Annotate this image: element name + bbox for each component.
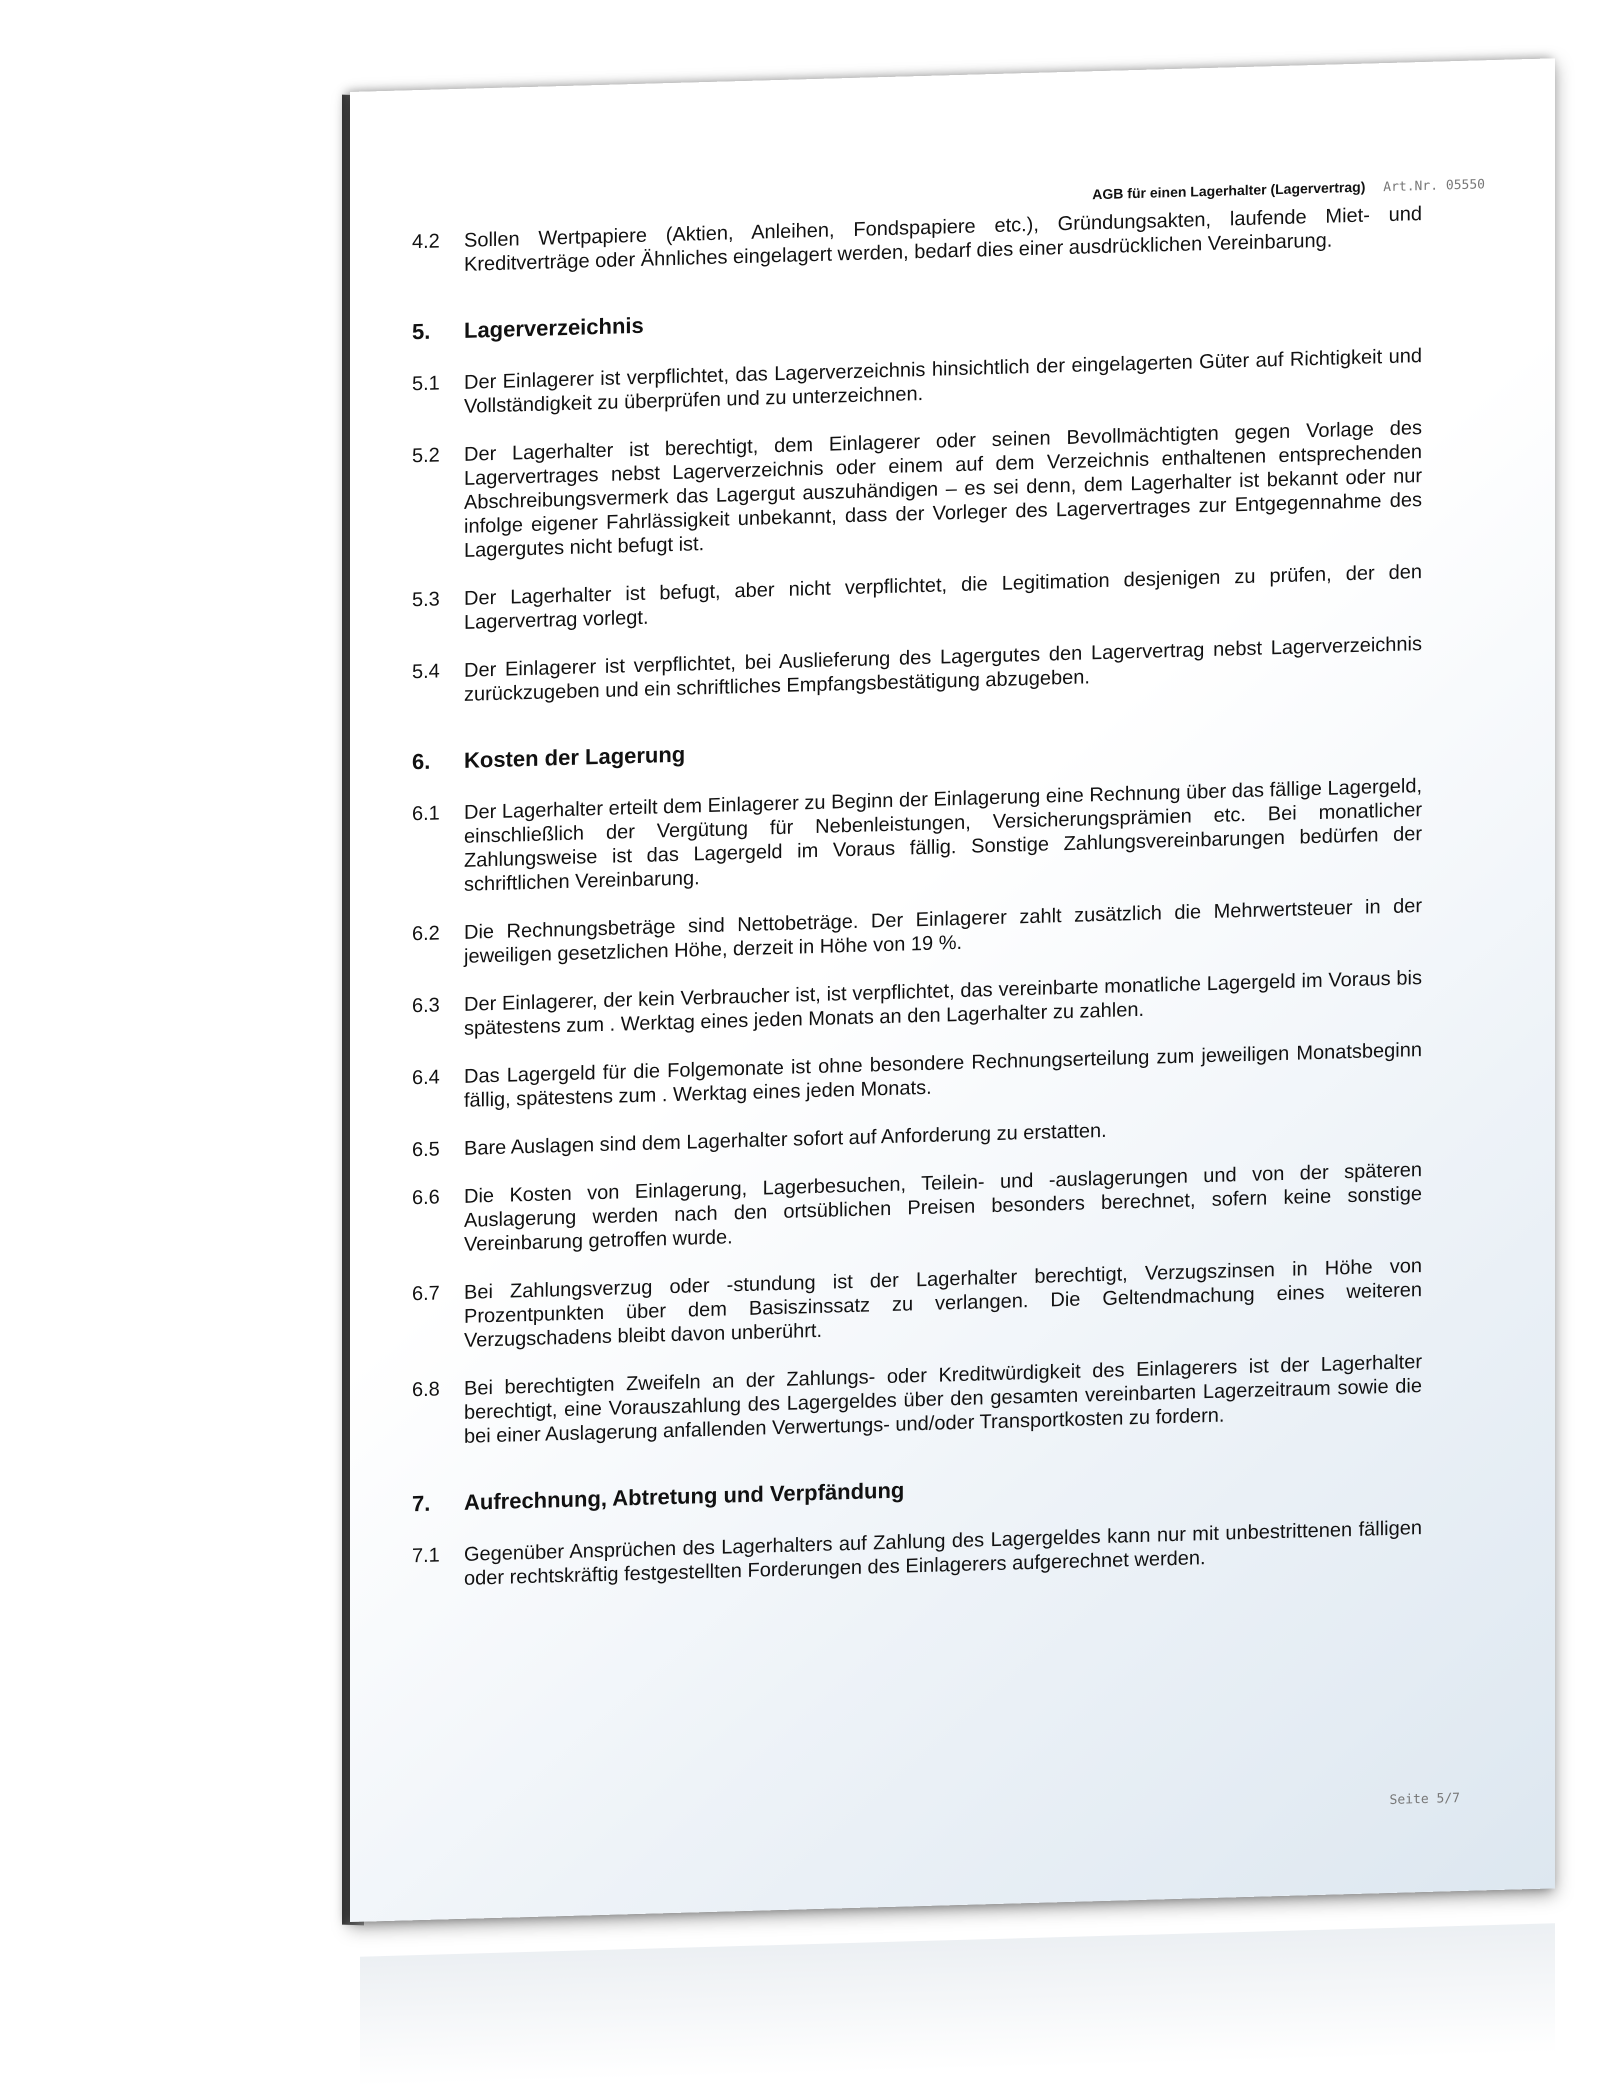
clause-text: Sollen Wertpapiere (Aktien, Anleihen, Fondspapiere etc.), Gründungsakten, laufende Miet- und Kreditverträge oder Ähnliches eingelagert werden, bedarf dies einer ausdrücklichen Vereinbarung. — [464, 203, 1422, 276]
clause — [412, 560, 1422, 636]
clause-number: 5.3 — [412, 588, 440, 612]
clause-number: 6.5 — [412, 1138, 440, 1162]
clause — [412, 894, 1422, 970]
clause-number: 6.1 — [412, 802, 440, 826]
clause-text: Der Lagerhalter ist befugt, aber nicht verpflichtet, die Legitimation desjenigen zu prüfen, der den Lagervertrag vorlegt. — [464, 561, 1422, 634]
clause — [412, 1516, 1422, 1592]
clause — [412, 1350, 1422, 1450]
clause-number: 4.2 — [412, 230, 440, 254]
clause — [412, 966, 1422, 1042]
document-page — [350, 58, 1555, 1922]
clause-text: Bei Zahlungsverzug oder -stundung ist der Lagerhalter berechtigt, Verzugszinsen in Höhe von Prozentpunkten über dem Basiszinssatz zu verlangen. Die Geltendmachung eines weiteren Verzugschadens bleibt davon unberührt. — [464, 1255, 1422, 1352]
clause — [412, 344, 1422, 420]
clause-text: Die Kosten von Einlagerung, Lagerbesuchen, Teilein- und -auslagerungen und von der späteren Auslagerung werden nach den ortsüblichen Preisen besonders berechnet, sofern keine sonstige Vereinbarung getroffen wurde. — [464, 1159, 1422, 1256]
clause-text: Der Einlagerer ist verpflichtet, bei Auslieferung des Lagergutes den Lagervertrag nebst Lagerverzeichnis zurückzugeben und ein schriftliches Empfangsbestätigung abzugeben. — [464, 633, 1422, 706]
clause — [412, 1254, 1422, 1354]
section-number: 5. — [412, 318, 431, 345]
clause — [412, 1038, 1422, 1114]
page-number: Seite 5/7 — [1389, 1790, 1460, 1808]
clause-number: 5.1 — [412, 372, 440, 396]
clause-number: 5.4 — [412, 660, 440, 684]
clause-text: Der Einlagerer, der kein Verbraucher ist, ist verpflichtet, das vereinbarte monatliche Lagergeld im Voraus bis spätestens zum . Werktag eines jeden Monats an den Lagerhalter zu zahlen. — [464, 967, 1422, 1040]
clause-text: Gegenüber Ansprüchen des Lagerhalters auf Zahlung des Lagergeldes kann nur mit unbestrittenen fälligen oder rechtskräftig festgestellten Forderungen des Einlagerers aufgerechnet werden. — [464, 1517, 1422, 1590]
clause-number: 6.2 — [412, 922, 440, 946]
clause-number: 7.1 — [412, 1544, 440, 1568]
clause-text: Das Lagergeld für die Folgemonate ist ohne besondere Rechnungserteilung zum jeweiligen Monatsbeginn fällig, spätestens zum . Werktag eines jeden Monats. — [464, 1039, 1422, 1112]
header-article-number: Art.Nr. 05550 — [1383, 177, 1485, 196]
header-title: AGB für einen Lagerhalter (Lagervertrag) — [1092, 178, 1366, 203]
section-heading — [412, 1464, 1422, 1516]
clause-text: Bei berechtigten Zweifeln an der Zahlungs- oder Kreditwürdigkeit des Einlagerers ist der Lagerhalter berechtigt, eine Vorauszahlung des Lagergeldes über den gesamten vereinbarten Lagerzeitraum sowie die bei einer Auslagerung anfallenden Verwertungs- und/oder Transportkosten zu fordern. — [464, 1351, 1422, 1448]
clause — [412, 416, 1422, 564]
clause-text: Der Lagerhalter erteilt dem Einlagerer zu Beginn der Einlagerung eine Rechnung über das fällige Lagergeld, einschließlich der Vergütung für Nebenleistungen, Versicherungsprämien etc. Bei monatlicher Zahlungsweise ist das Lagergeld im Voraus fällig. Sonstige Zahlungsvereinbarungen bedürfen der schriftlichen Vereinbarung. — [464, 775, 1422, 896]
section-number: 6. — [412, 748, 431, 775]
clause-number: 6.3 — [412, 994, 440, 1018]
clause-number: 5.2 — [412, 444, 440, 468]
page-header — [1092, 175, 1485, 203]
clause-number: 6.7 — [412, 1282, 440, 1306]
clause-number: 6.6 — [412, 1186, 440, 1210]
section-heading — [412, 722, 1422, 774]
clause-text: Der Lagerhalter ist berechtigt, dem Einlagerer oder seinen Bevollmächtigten gegen Vorlage des Lagervertrages nebst Lagerverzeichnis oder einem auf dem Verzeichnis enthaltenen entsprechenden Abschreibungsvermerk das Lagergut auszuhändigen – es sei denn, dem Lagerhalter ist bekannt oder nur infolge eigener Fahrlässigkeit unbekannt, dass der Vorleger des Lagervertrages zur Entgegennahme des Lagergutes nicht befugt ist. — [464, 417, 1422, 562]
page-reflection — [360, 1923, 1555, 2086]
section-title: Aufrechnung, Abtretung und Verpfändung — [464, 1477, 905, 1515]
clause — [412, 774, 1422, 898]
section-title: Lagerverzeichnis — [464, 312, 644, 343]
clause — [412, 202, 1422, 278]
clause-text: Die Rechnungsbeträge sind Nettobeträge. Der Einlagerer zahlt zusätzlich die Mehrwertsteuer in der jeweiligen gesetzlichen Höhe, derzeit in Höhe von 19 %. — [464, 895, 1422, 968]
clause-text: Bare Auslagen sind dem Lagerhalter sofort auf Anforderung zu erstatten. — [464, 1119, 1107, 1160]
clause — [412, 1158, 1422, 1258]
clause-text: Der Einlagerer ist verpflichtet, das Lagerverzeichnis hinsichtlich der eingelagerten Güter auf Richtigkeit und Vollständigkeit zu überprüfen und zu unterzeichnen. — [464, 345, 1422, 418]
section-heading — [412, 292, 1422, 344]
clause — [412, 632, 1422, 708]
clause — [412, 1110, 1422, 1162]
clause-number: 6.4 — [412, 1066, 440, 1090]
section-number: 7. — [412, 1490, 431, 1517]
clause-number: 6.8 — [412, 1378, 440, 1402]
section-title: Kosten der Lagerung — [464, 741, 686, 773]
document-body — [412, 202, 1422, 1616]
